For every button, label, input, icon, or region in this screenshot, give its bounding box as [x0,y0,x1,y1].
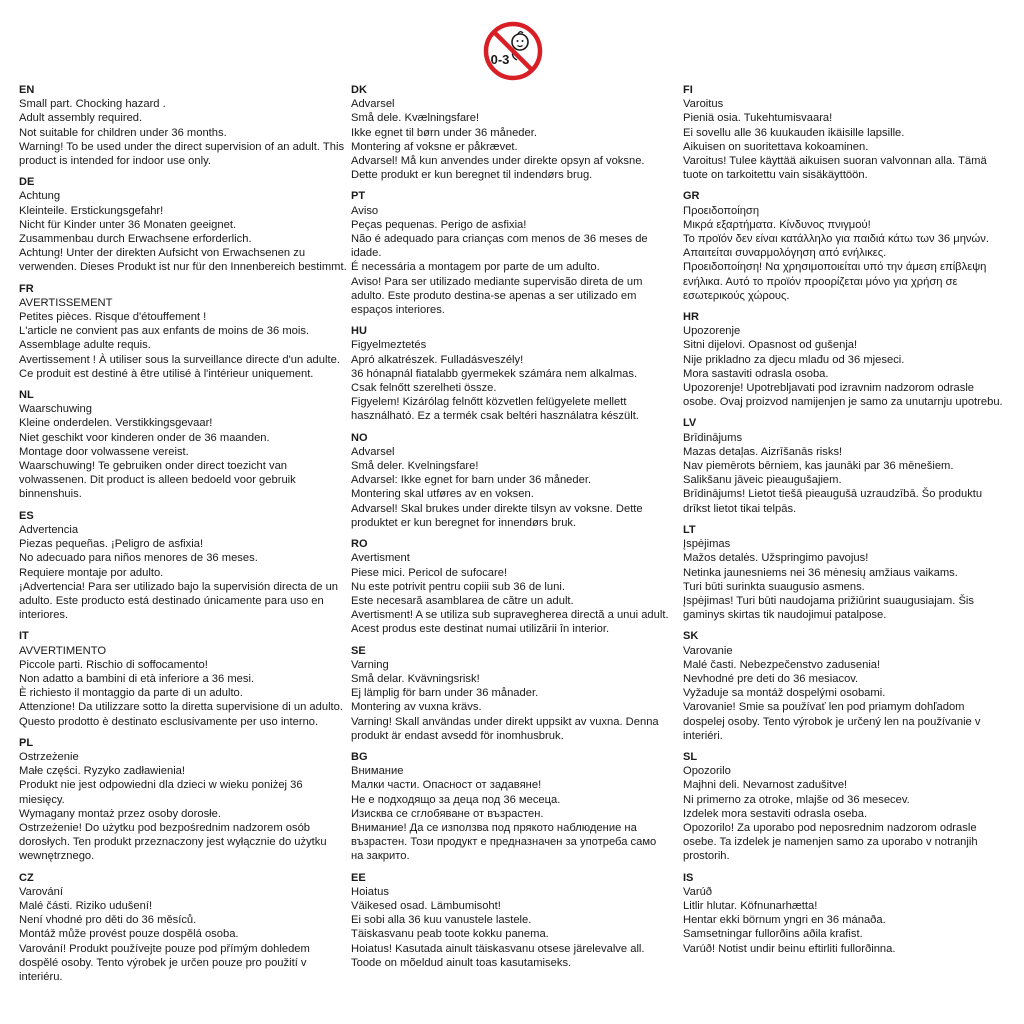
language-code: RO [351,538,368,551]
warning-section-hr [683,310,1007,409]
warning-line: Montáž může provést pouze dospělá osoba. [19,928,239,941]
warning-line: Není vhodné pro děti do 36 měsíců. [19,914,197,927]
warning-line: Avertisment! A se utiliza sub supravegherea directă a unui adult. Acest produs este destinat numai utilizării în interior. [351,609,669,636]
warning-column-1 [19,83,351,991]
warning-line: Salikšanu jāveic pieaugušajiem. [683,474,842,487]
warning-line: Piccole parti. Rischio di soffocamento! [19,658,208,671]
warning-section-no [351,431,671,530]
warning-section-nl [19,388,351,502]
language-code: DK [351,84,367,96]
warning-line: Izdelek mora sestaviti odrasla oseba. [683,807,868,820]
warning-line: Ostrzeżenie! Do użytku pod bezpośrednim nadzorem osób dorosłych. Ten produkt przeznaczony jest wyłącznie do użytku wewnętrznego. [19,821,327,863]
warning-line: Malé části. Riziko udušení! [19,899,153,912]
warning-line: Ni primerno za otroke, mlajše od 36 mesecev. [683,793,910,806]
warning-title: Aviso [351,204,379,217]
warning-title: Προειδοποίηση [683,204,760,217]
language-code: IS [683,871,694,884]
warning-line: Απαιτείται συναρμολόγηση από ενήλικες. [683,247,887,260]
warning-line: 36 hónapnál fiatalabb gyermekek számára nem alkalmas. [351,367,638,380]
warning-line: Nicht für Kinder unter 36 Monaten geeignet. [19,218,237,231]
warning-line: Väikesed osad. Lämbumisoht! [351,899,501,912]
language-code: CZ [19,871,34,884]
warning-line: Este necesară asamblarea de către un adult. [351,594,574,607]
warning-line: Täiskasvanu peab toote kokku panema. [351,928,549,941]
warning-title: Advertencia [19,523,79,536]
warning-section-is [683,871,1007,956]
warning-line: Не е подходящо за деца под 36 месеца. [351,793,561,806]
warning-line: Upozorenje! Upotrebljavati pod izravnim nadzorom odrasle osobe. Ovaj proizvod namijenjen je samo za unutarnju upotrebu. [683,382,1003,409]
warning-line: Montering av vuxna krävs. [351,701,482,714]
warning-line: Advarsel! Skal brukes under direkte tilsyn av voksne. Dette produktet er kun beregnet for innendørs bruk. [351,502,643,529]
warning-section-ee [351,871,671,970]
warning-line: Requiere montaje por adulto. [19,566,164,579]
warning-line: Vyžaduje sa montáž dospelými osobami. [683,687,886,700]
warning-line: Zusammenbau durch Erwachsene erforderlich. [19,233,252,246]
warning-line: Mazas detaļas. Aizrīšanās risks! [683,445,843,458]
warning-section-hu [351,324,671,423]
warning-line: Niet geschikt voor kinderen onder de 36 maanden. [19,431,270,444]
warning-title: AVVERTIMENTO [19,644,107,657]
warning-line: Apró alkatrészek. Fulladásveszély! [351,353,524,366]
warning-line: Ei sovellu alle 36 kuukauden ikäisille lapsille. [683,126,905,139]
warning-line: Изисква се сглобяване от възрастен. [351,807,544,820]
warning-section-bg [351,750,671,864]
warning-title: Ostrzeżenie [19,750,79,763]
language-code: PT [351,190,366,203]
warning-line: Advarsel: Ikke egnet for barn under 36 måneder. [351,474,592,487]
warning-line: Wymagany montaż przez osoby dorosłe. [19,807,221,820]
warning-line: Små dele. Kvælningsfare! [351,112,480,125]
warning-line: Attenzione! Da utilizzare sotto la diretta supervisione di un adulto. Questo prodotto è destinato esclusivamente per uso interno. [19,701,344,728]
warning-section-en [19,83,351,168]
language-code: GR [683,190,700,203]
language-code: LT [683,523,696,536]
warning-line: Varoitus! Tulee käyttää aikuisen suoran valvonnan alla. Tämä tuote on tarkoitettu vain sisäkäyttöön. [683,155,987,182]
language-code: NO [351,431,368,444]
warning-line: Nije prikladno za djecu mlađu od 36 mjeseci. [683,353,905,366]
warning-title: Varování [19,885,63,898]
warning-line: Aikuisen on suoritettava kokoaminen. [683,140,869,153]
warning-line: Įspėjimas! Turi būti naudojama prižiūrint suaugusiajam. Šis gaminys skirtas tik naudojimui patalpose. [683,594,975,622]
warning-line: Samsetningar fullorðins aðila krafist. [683,928,863,941]
warning-section-it [19,629,351,728]
warning-line: Nav piemērots bērniem, kas jaunāki par 36 mēnešiem. [683,460,954,473]
warning-title: Waarschuwing [19,403,92,416]
warning-section-sk [683,629,1007,743]
warning-title: Įspėjimas [683,538,731,551]
warning-line: È richiesto il montaggio da parte di un adulto. [19,687,243,700]
warning-title: Upozorenje [683,325,741,338]
warning-line: Προειδοποίηση! Να χρησιμοποιείται υπό την άμεση επίβλεψη ενήλικα. Αυτό το προϊόν προορίζεται μόνο για χρήση σε εσωτερικούς χώρους. [683,261,987,302]
warning-line: Turi būti surinkta suaugusio asmens. [683,580,865,593]
language-code: SL [683,750,698,763]
warning-section-se [351,644,671,743]
warning-line: Figyelem! Kizárólag felnőtt közvetlen felügyelete mellett használható. Ez a termék csak beltéri használatra készült. [351,396,639,423]
warning-line: Små delar. Kvävningsrisk! [351,672,480,685]
warning-line: Varovanie! Smie sa používať len pod priamym dohľadom dospelej osoby. Tento výrobok je určený len na používanie v interiéri. [683,701,981,742]
warning-line: Piezas pequeñas. ¡Peligro de asfixia! [19,538,204,551]
warning-section-pl [19,736,351,864]
warning-line: Nu este potrivit pentru copiii sub 36 de luni. [351,580,565,593]
warning-line: Malé časti. Nebezpečenstvo zadusenia! [683,658,881,671]
warning-line: Small part. Chocking hazard . [19,98,166,111]
warning-line: Ei sobi alla 36 kuu vanustele lastele. [351,914,532,927]
warning-section-dk [351,83,671,182]
language-code: HR [683,311,699,324]
warning-line: ¡Advertencia! Para ser utilizado bajo la supervisión directa de un adulto. Este producto está destinado únicamente para uso en interiores. [19,580,339,622]
language-code: SE [351,644,366,657]
warning-line: Aviso! Para ser utilizado mediante supervisão direta de um adulto. Este produto destina-se apenas a ser utilizado em espaços interiores. [351,275,643,317]
warning-line: Montering skal utføres av en voksen. [351,488,534,501]
warning-section-es [19,509,351,623]
warning-line: Achtung! Unter der direkten Aufsicht von Erwachsenen zu verwenden. Dieses Produkt ist nur für den Innenbereich bestimmt. [19,247,347,274]
warning-section-cz [19,871,351,985]
warning-line: Hoiatus! Kasutada ainult täiskasvanu otsese järelevalve all. Toode on mõeldud ainult toas kasutamiseks. [351,942,645,969]
warning-line: Adult assembly required. [19,112,143,125]
warning-title: Varoitus [683,98,724,111]
warning-line: Μικρά εξαρτήματα. Κίνδυνος πνιγμού! [683,218,871,231]
warning-title: Внимание [351,765,404,778]
warning-line: Το προϊόν δεν είναι κατάλληλο για παιδιά κάτω των 36 μηνών. [683,233,989,246]
warning-title: Hoiatus [351,885,389,898]
warning-line: Kleine onderdelen. Verstikkingsgevaar! [19,417,213,430]
language-code: IT [19,630,29,643]
warning-line: Csak felnőtt szerelheti össze. [351,382,497,395]
warning-line: Varúð! Notist undir beinu eftirliti fullorðinna. [683,942,896,955]
warning-title: Varning [351,658,389,671]
warning-line: Внимание! Да се използва под прякото наблюдение на възрастен. Този продукт е предназначен за употреба само на закрито. [351,821,657,863]
warning-line: Mora sastaviti odrasla osoba. [683,367,829,380]
warning-line: Not suitable for children under 36 months. [19,126,227,139]
no-children-under-3-icon [482,20,544,82]
warning-line: L'article ne convient pas aux enfants de moins de 36 mois. [19,325,310,338]
warning-section-lt [683,523,1007,622]
warning-line: Avertissement ! À utiliser sous la surveillance directe d'un adulte. Ce produit est destiné à être utilisé à l'intérieur uniquement. [19,353,340,380]
warning-line: Varning! Skall användas under direkt uppsikt av vuxna. Denna produkt är endast avsedd för inomhusbruk. [351,715,659,742]
language-code: FR [19,282,34,295]
warning-line: Warning! To be used under the direct supervision of an adult. This product is intended for indoor use only. [19,140,345,168]
warning-line: É necessária a montagem por parte de um adulto. [351,261,600,274]
warning-section-ro [351,537,671,636]
warning-line: Małe części. Ryzyko zadławienia! [19,765,186,778]
warning-title: Varovanie [683,644,733,657]
warning-line: Kleinteile. Erstickungsgefahr! [19,204,164,217]
warning-line: Majhni deli. Nevarnost zadušitve! [683,779,848,792]
warning-line: Advarsel! Må kun anvendes under direkte opsyn af voksne. Dette produkt er kun beregnet til indendørs brug. [351,155,645,182]
language-code: DE [19,176,35,189]
warning-section-pt [351,189,671,317]
warning-line: Netinka jaunesniems nei 36 mėnesių amžiaus vaikams. [683,566,958,579]
warning-section-lv [683,416,1007,515]
warning-line: Non adatto a bambini di età inferiore a 36 mesi. [19,672,255,685]
warning-section-gr [683,189,1007,303]
language-code: EN [19,84,35,96]
warning-section-de [19,175,351,274]
warning-line: Brīdinājums! Lietot tiešā pieaugušā uzraudzībā. Šo produktu drīkst lietot tikai telpās. [683,488,983,515]
warning-line: Nevhodné pre deti do 36 mesiacov. [683,672,859,685]
warning-line: Sitni dijelovi. Opasnost od gušenja! [683,339,858,352]
warning-line: Små deler. Kvelningsfare! [351,460,479,473]
warning-line: Varování! Produkt používejte pouze pod přímým dohledem dospělé osoby. Tento výrobek je určen pouze pro použití v interiéru. [19,942,310,983]
language-code: PL [19,736,34,749]
warning-title: Opozorilo [683,765,731,778]
warning-line: Produkt nie jest odpowiedni dla dzieci w wieku poniżej 36 miesięcy. [19,779,303,806]
warning-section-sl [683,750,1007,864]
warning-section-fi [683,83,1007,182]
warning-title: Figyelmeztetés [351,339,427,352]
warning-line: Малки части. Опасност от задавяне! [351,779,542,792]
warning-line: Mažos detalės. Užspringimo pavojus! [683,552,869,565]
warning-line: Ikke egnet til børn under 36 måneder. [351,126,537,139]
language-code: ES [19,509,34,522]
language-code: EE [351,871,366,884]
warning-line: Waarschuwing! Te gebruiken onder direct toezicht van volwassenen. Dit product is alleen bedoeld voor gebruik binnenshuis. [19,460,296,501]
warning-line: No adecuado para niños menores de 36 meses. [19,552,258,565]
language-code: SK [683,630,699,643]
warning-line: Piese mici. Pericol de sufocare! [351,566,508,579]
language-code: FI [683,84,693,96]
warning-column-3 [683,83,1007,963]
warning-title: Advarsel [351,445,395,458]
warning-line: Peças pequenas. Perigo de asfixia! [351,218,527,231]
warning-line: Litlir hlutar. Köfnunarhætta! [683,899,818,912]
language-code: HU [351,325,367,338]
warning-line: Petites pièces. Risque d'étouffement ! [19,311,207,324]
warning-line: Montage door volwassene vereist. [19,445,189,458]
warning-line: Pieniä osia. Tukehtumisvaara! [683,112,833,125]
warning-title: Advarsel [351,98,395,111]
warning-title: Varúð [683,885,713,898]
language-code: BG [351,750,368,763]
warning-section-fr [19,282,351,381]
age-label: 0-3 [490,52,510,67]
warning-title: Brīdinājums [683,431,743,444]
warning-line: Não é adequado para crianças com menos de 36 meses de idade. [351,233,648,260]
language-code: NL [19,389,34,402]
warning-line: Hentar ekki börnum yngri en 36 mánaða. [683,914,886,927]
warning-line: Ej lämplig för barn under 36 månader. [351,687,539,700]
warning-title: Achtung [19,190,61,203]
warning-title: Avertisment [351,552,410,565]
warning-line: Assemblage adulte requis. [19,339,151,352]
warning-line: Opozorilo! Za uporabo pod neposrednim nadzorom odrasle osebe. Ta izdelek je namenjen samo za uporabo v notranjih prostorih. [683,821,978,863]
warning-line: Montering af voksne er påkrævet. [351,140,518,153]
language-code: LV [683,417,697,430]
warning-title: AVERTISSEMENT [19,296,113,309]
warning-column-2 [351,83,671,977]
